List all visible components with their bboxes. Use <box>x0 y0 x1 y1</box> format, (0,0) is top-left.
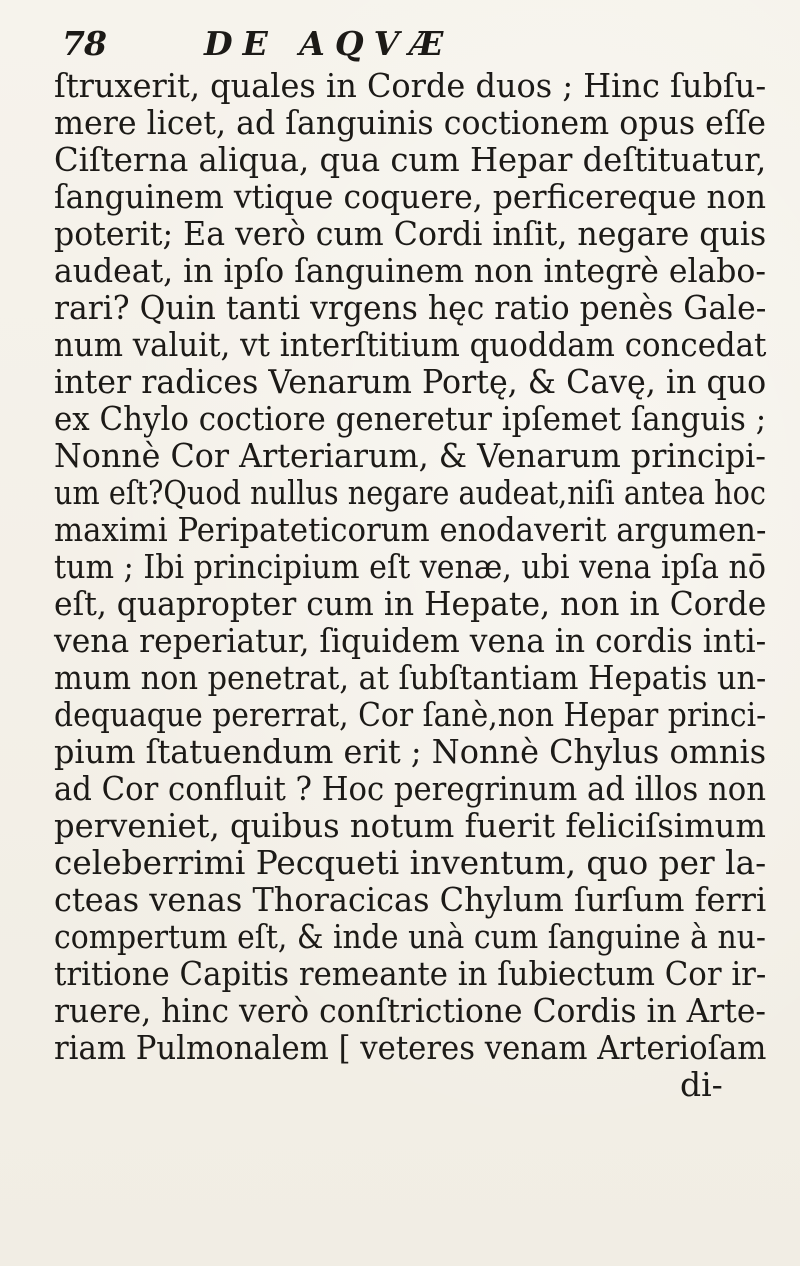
text-line: rari? Quin tanti vrgens hęc ratio penès Gale- <box>54 288 767 327</box>
text-line: cteas venas Thoracicas Chylum ſurſum ferri <box>54 880 767 919</box>
page-number: 78 <box>62 24 106 63</box>
text-line: inter radices Venarum Portę, & Cavę, in quo <box>54 362 767 401</box>
text-line: ſtruxerit, quales in Corde duos ; Hinc ſubſu- <box>54 66 767 105</box>
text-line: poterit; Ea verò cum Cordi inſit, negare quis <box>54 214 767 253</box>
text-line: riam Pulmonalem [ veteres venam Arterioſam <box>54 1028 767 1067</box>
text-line: tum ; Ibi principium eſt venæ, ubi vena ipſa nō <box>54 547 766 586</box>
text-line: audeat, in ipſo ſanguinem non integrè elabo- <box>54 251 766 290</box>
text-line: mum non penetrat, at ſubſtantiam Hepatis un- <box>54 658 767 697</box>
text-line: Ciſterna aliqua, qua cum Hepar deſtituatur, <box>54 140 767 179</box>
text-line: eſt, quapropter cum in Hepate, non in Corde <box>54 584 767 623</box>
text-line: compertum eſt, & inde unà cum ſanguine à nu- <box>54 917 766 956</box>
text-line: pium ſtatuendum erit ; Nonnè Chylus omnis <box>54 732 767 771</box>
page-header <box>44 14 744 70</box>
text-line: ſanguinem vtique coquere, perficereque non <box>54 177 766 216</box>
text-line: tritione Capitis remeante in ſubiectum Cor ir- <box>54 954 767 993</box>
text-line: vena reperiatur, ſiquidem vena in cordis inti- <box>54 621 767 660</box>
text-line: perveniet, quibus notum fuerit feliciſsimum <box>54 806 766 845</box>
text-line: dequaque pererrat, Cor ſanè,non Hepar princi- <box>54 695 767 734</box>
text-line: num valuit, vt interſtitium quoddam concedat <box>54 325 767 364</box>
text-line: ruere, hinc verò conſtrictione Cordis in Arte- <box>54 991 766 1030</box>
text-line: Nonnè Cor Arteriarum, & Venarum principi- <box>54 436 766 475</box>
text-line: celeberrimi Pecqueti inventum, quo per la- <box>54 843 767 882</box>
catchword: di- <box>680 1065 723 1104</box>
running-head: DE AQVÆ <box>204 24 454 63</box>
text-line: mere licet, ad ſanguinis coctionem opus eſſe <box>54 103 766 142</box>
text-line: ad Cor confluit ? Hoc peregrinum ad illos non <box>54 769 766 808</box>
text-line: maximi Peripateticorum enodaverit argumen- <box>54 510 767 549</box>
text-line: um eſt?Quod nullus negare audeat,niſi antea hoc <box>54 473 766 512</box>
text-line: ex Chylo coctiore generetur ipſemet ſanguis ; <box>54 399 767 438</box>
